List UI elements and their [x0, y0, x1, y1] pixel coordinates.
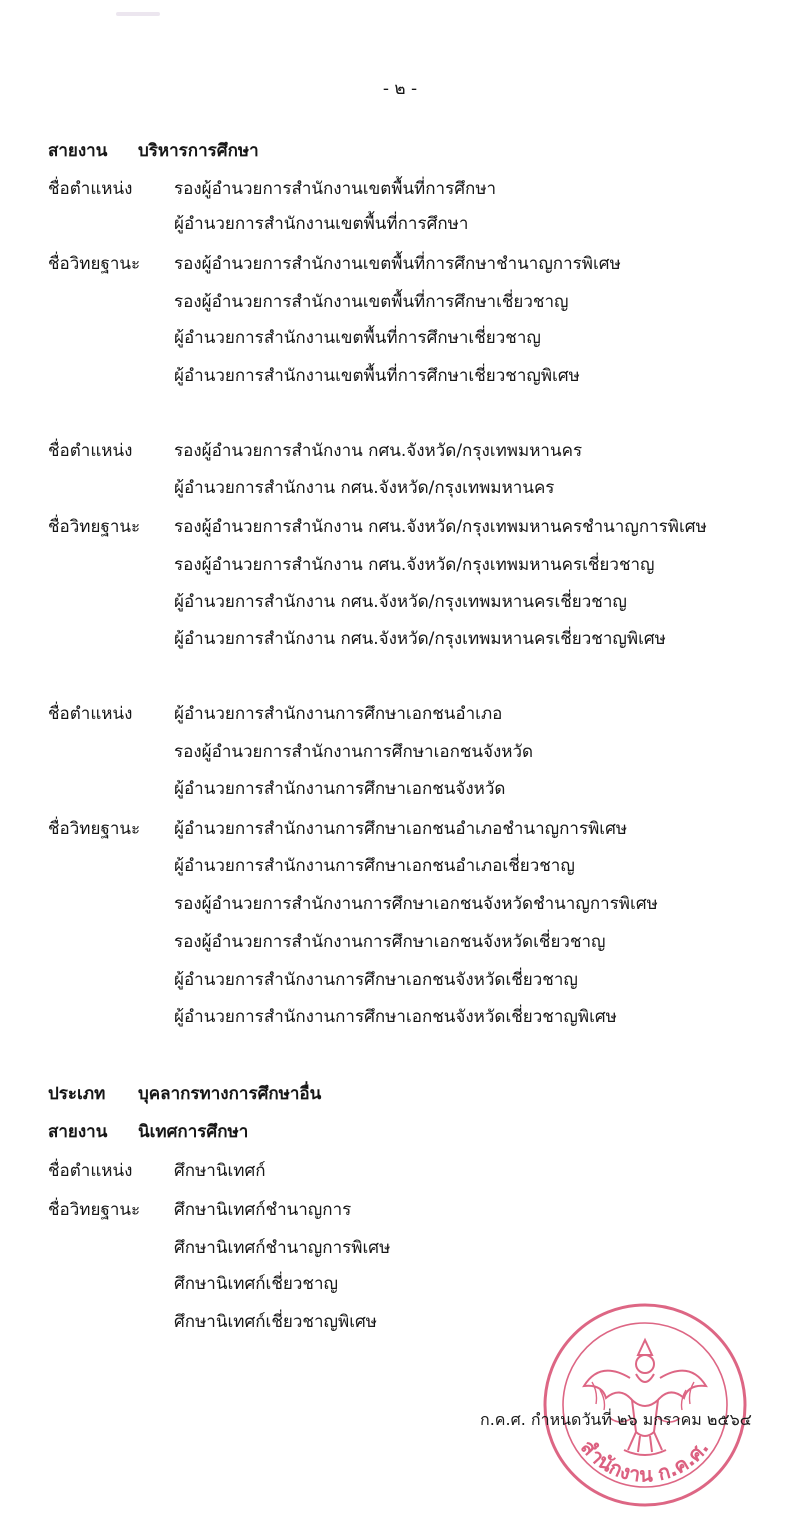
academic-standing-label: ชื่อวิทยฐานะ — [48, 254, 141, 274]
section-heading-admin — [48, 137, 259, 164]
svg-text:สำนักงาน ก.ค.ศ. — [576, 1435, 714, 1487]
heading-label: ประเภท — [48, 1084, 106, 1104]
academic-standing-title: รองผู้อำนวยการสำนักงานการศึกษาเอกชนจังหวัดเชี่ยวชาญ — [174, 932, 606, 952]
page-number: - ๒ - — [382, 79, 418, 99]
section-heading-personnel-type — [48, 1080, 321, 1107]
scan-smudge — [116, 12, 160, 16]
heading-label: สายงาน — [48, 1122, 108, 1142]
section-heading-supervision — [48, 1118, 248, 1145]
approval-date-line: ก.ค.ศ. กำหนดวันที่ ๒๖ มกราคม ๒๕๖๔ — [480, 1410, 752, 1429]
official-seal-garuda — [540, 1300, 750, 1510]
academic-standing-title: ผู้อำนวยการสำนักงาน กศน.จังหวัด/กรุงเทพมหานครเชี่ยวชาญ — [174, 592, 627, 612]
position-title: ผู้อำนวยการสำนักงาน กศน.จังหวัด/กรุงเทพมหานคร — [174, 478, 555, 498]
position-title: ผู้อำนวยการสำนักงานการศึกษาเอกชนจังหวัด — [174, 779, 506, 799]
position-label: ชื่อตำแหน่ง — [48, 179, 133, 199]
position-label: ชื่อตำแหน่ง — [48, 1161, 133, 1181]
position-title: รองผู้อำนวยการสำนักงานเขตพื้นที่การศึกษา — [174, 179, 497, 199]
academic-standing-title: รองผู้อำนวยการสำนักงาน กศน.จังหวัด/กรุงเทพมหานครเชี่ยวชาญ — [174, 555, 655, 575]
academic-standing-title: ผู้อำนวยการสำนักงานการศึกษาเอกชนจังหวัดเชี่ยวชาญ — [174, 970, 578, 990]
position-label: ชื่อตำแหน่ง — [48, 704, 133, 724]
heading-label: สายงาน — [48, 141, 108, 161]
academic-standing-title: ศึกษานิเทศก์เชี่ยวชาญ — [174, 1274, 338, 1294]
academic-standing-title: รองผู้อำนวยการสำนักงานเขตพื้นที่การศึกษาชำนาญการพิเศษ — [174, 254, 621, 274]
academic-standing-title: ศึกษานิเทศก์ชำนาญการ — [174, 1200, 352, 1220]
heading-value: บุคลากรทางการศึกษาอื่น — [138, 1084, 322, 1104]
academic-standing-title: ผู้อำนวยการสำนักงานการศึกษาเอกชนจังหวัดเชี่ยวชาญพิเศษ — [174, 1007, 617, 1027]
position-title: ผู้อำนวยการสำนักงานเขตพื้นที่การศึกษา — [174, 214, 469, 234]
academic-standing-title: ศึกษานิเทศก์ชำนาญการพิเศษ — [174, 1238, 391, 1258]
position-title: ศึกษานิเทศก์ — [174, 1161, 266, 1181]
academic-standing-title: ผู้อำนวยการสำนักงานเขตพื้นที่การศึกษาเชี่ยวชาญ — [174, 328, 541, 348]
position-label: ชื่อตำแหน่ง — [48, 441, 133, 461]
seal-text: สำนักงาน ก.ค.ศ. — [576, 1435, 714, 1487]
academic-standing-title: ผู้อำนวยการสำนักงานการศึกษาเอกชนอำเภอชำนาญการพิเศษ — [174, 819, 628, 839]
academic-standing-title: ผู้อำนวยการสำนักงานเขตพื้นที่การศึกษาเชี่ยวชาญพิเศษ — [174, 366, 580, 386]
heading-value: นิเทศการศึกษา — [138, 1122, 249, 1142]
academic-standing-label: ชื่อวิทยฐานะ — [48, 819, 141, 839]
position-title: รองผู้อำนวยการสำนักงานการศึกษาเอกชนจังหวัด — [174, 742, 534, 762]
academic-standing-title: รองผู้อำนวยการสำนักงานการศึกษาเอกชนจังหวัดชำนาญการพิเศษ — [174, 894, 658, 914]
academic-standing-title: ศึกษานิเทศก์เชี่ยวชาญพิเศษ — [174, 1312, 377, 1332]
position-title: รองผู้อำนวยการสำนักงาน กศน.จังหวัด/กรุงเทพมหานคร — [174, 441, 583, 461]
academic-standing-title: รองผู้อำนวยการสำนักงานเขตพื้นที่การศึกษาเชี่ยวชาญ — [174, 292, 569, 312]
academic-standing-label: ชื่อวิทยฐานะ — [48, 1200, 141, 1220]
position-title: ผู้อำนวยการสำนักงานการศึกษาเอกชนอำเภอ — [174, 704, 503, 724]
academic-standing-title: ผู้อำนวยการสำนักงาน กศน.จังหวัด/กรุงเทพมหานครเชี่ยวชาญพิเศษ — [174, 629, 666, 649]
academic-standing-title: รองผู้อำนวยการสำนักงาน กศน.จังหวัด/กรุงเทพมหานครชำนาญการพิเศษ — [174, 517, 707, 537]
heading-value: บริหารการศึกษา — [138, 141, 259, 161]
academic-standing-title: ผู้อำนวยการสำนักงานการศึกษาเอกชนอำเภอเชี่ยวชาญ — [174, 856, 575, 876]
academic-standing-label: ชื่อวิทยฐานะ — [48, 517, 141, 537]
